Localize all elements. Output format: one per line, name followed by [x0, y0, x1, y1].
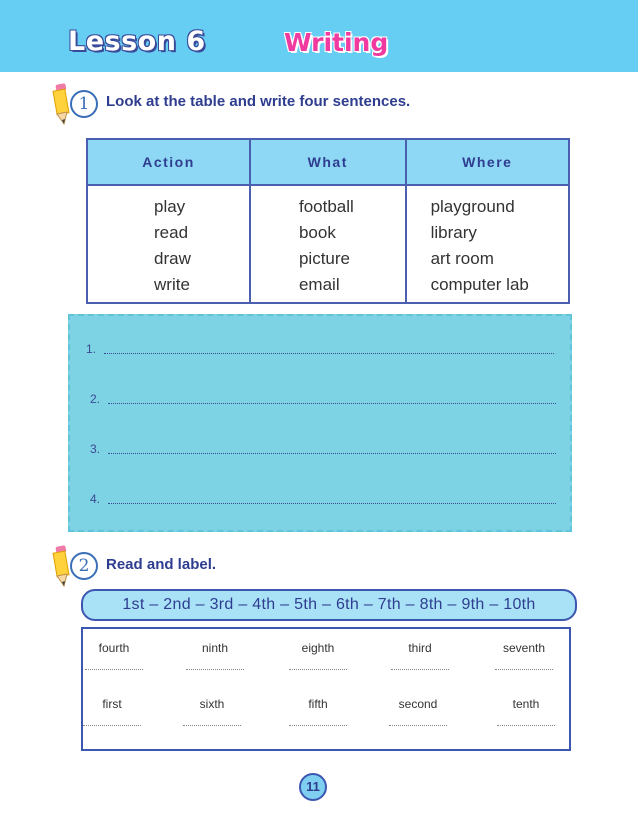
- label-item[interactable]: [489, 641, 559, 670]
- page-header: [0, 0, 638, 72]
- header-action: Action: [87, 139, 250, 185]
- header-where: Where: [406, 139, 569, 185]
- label-item[interactable]: [491, 697, 561, 726]
- column-where: [406, 185, 569, 303]
- label-word: third: [408, 641, 432, 655]
- label-item[interactable]: [283, 697, 353, 726]
- table-cell: library: [430, 223, 477, 242]
- exercise-1-number: 1: [70, 90, 98, 118]
- section-title: Writing: [284, 28, 389, 57]
- label-item[interactable]: [177, 697, 247, 726]
- label-item[interactable]: [283, 641, 353, 670]
- label-word: fourth: [98, 641, 130, 655]
- writing-line-1[interactable]: [86, 342, 96, 356]
- table-cell: computer lab: [430, 275, 529, 294]
- label-word: sixth: [199, 697, 225, 711]
- label-word: first: [102, 697, 122, 711]
- label-item[interactable]: [383, 697, 453, 726]
- writing-line-3[interactable]: [90, 442, 100, 456]
- exercise-1-instruction: Look at the table and write four sentences.: [106, 93, 411, 110]
- line-number: 3.: [90, 442, 101, 456]
- label-word: second: [398, 697, 438, 711]
- label-box: [81, 627, 571, 751]
- table-cell: play: [154, 197, 186, 216]
- header-what: What: [250, 139, 406, 185]
- label-item[interactable]: [180, 641, 250, 670]
- label-word: seventh: [502, 641, 546, 655]
- writing-area: [68, 314, 572, 532]
- column-action: [87, 185, 250, 303]
- line-number: 2.: [90, 392, 101, 406]
- exercise-2-number: 2: [70, 552, 98, 580]
- label-item[interactable]: [77, 697, 147, 726]
- table-cell: email: [298, 275, 340, 294]
- writing-line-4[interactable]: [90, 492, 100, 506]
- table-cell: football: [298, 197, 354, 216]
- label-item[interactable]: [385, 641, 455, 670]
- word-table: [86, 138, 570, 304]
- label-word: fifth: [308, 697, 328, 711]
- label-word: eighth: [301, 641, 335, 655]
- table-cell: draw: [154, 249, 191, 268]
- exercise-1-badge: [48, 82, 98, 128]
- table-cell: book: [298, 223, 336, 242]
- table-cell: art room: [430, 249, 494, 268]
- line-number: 4.: [90, 492, 101, 506]
- table-cell: write: [154, 275, 190, 294]
- exercise-2-instruction: Read and label.: [106, 556, 217, 573]
- table-cell: picture: [298, 249, 350, 268]
- lesson-title: Lesson 6: [68, 26, 206, 57]
- line-number: 1.: [86, 342, 97, 356]
- page-number: 11: [299, 773, 327, 801]
- table-cell: read: [154, 223, 189, 242]
- label-item[interactable]: [79, 641, 149, 670]
- label-word: tenth: [512, 697, 540, 711]
- writing-line-2[interactable]: [90, 392, 100, 406]
- table-cell: playground: [430, 197, 515, 216]
- column-what: [250, 185, 406, 303]
- label-word: ninth: [201, 641, 229, 655]
- exercise-2-badge: [48, 544, 98, 590]
- ordinal-bank: 1st – 2nd – 3rd – 4th – 5th – 6th – 7th – 8th – 9th – 10th: [81, 589, 577, 621]
